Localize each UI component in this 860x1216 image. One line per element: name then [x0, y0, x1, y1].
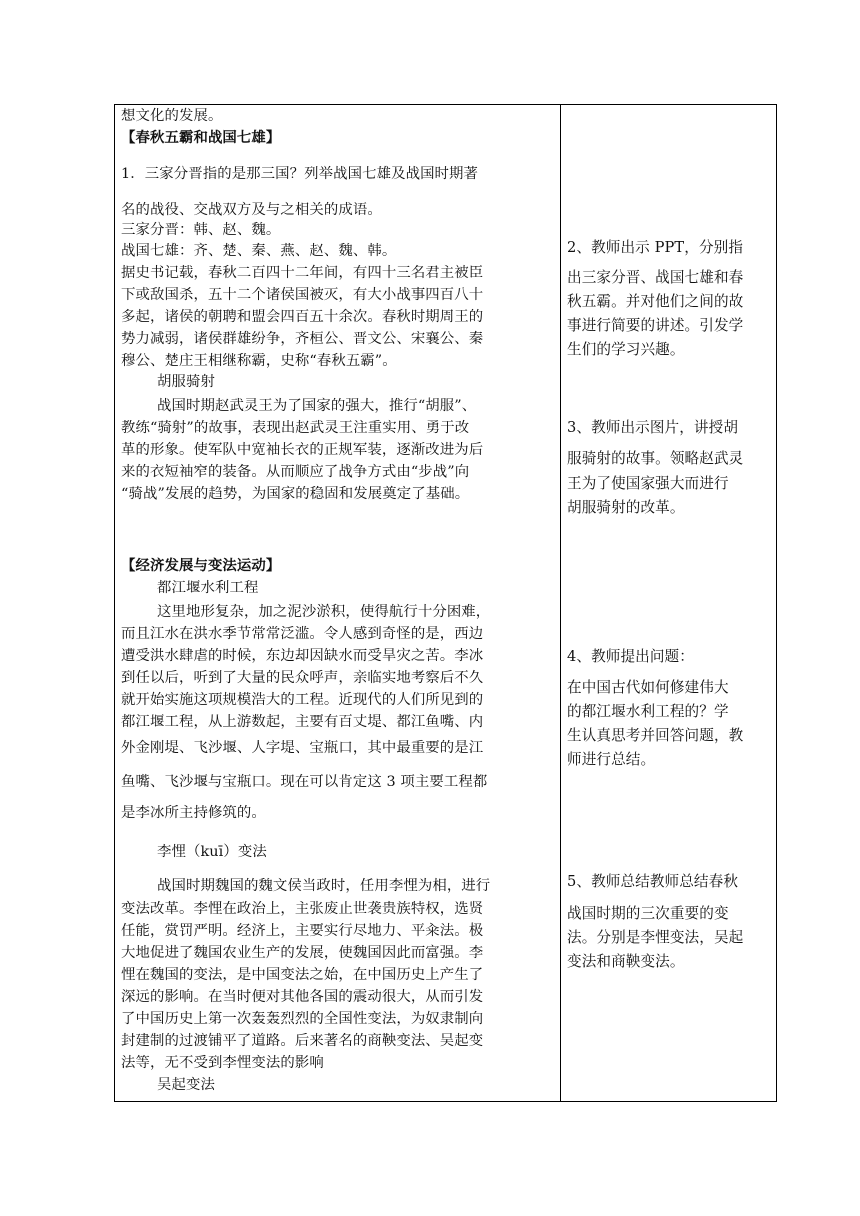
teaching-line: 3、教师出示图片，讲授胡 — [567, 419, 739, 436]
teaching-line: 秋五霸。并对他们之间的故 — [567, 293, 744, 310]
teaching-line: 的都江堰水利工程的？学 — [567, 703, 729, 720]
content-line: 就开始实施这项规模浩大的工程。近现代的人们所见到的 — [121, 692, 484, 708]
content-line: 战国七雄：齐、楚、秦、燕、赵、魏、韩。 — [121, 243, 397, 259]
teaching-line: 生认真思考并回答问题，教 — [567, 727, 744, 744]
content-line: 大地促进了魏国农业生产的发展，使魏国因此而富强。李 — [121, 945, 484, 961]
content-line: 下或敌国杀，五十二个诸侯国被灭，有大小战事四百八十 — [121, 287, 484, 303]
content-line: 外金刚堤、飞沙堰、人字堤、宝瓶口，其中最重要的是江 — [121, 740, 484, 756]
content-line: 这里地形复杂，加之泥沙淤积，使得航行十分困难， — [157, 604, 491, 620]
teaching-line: 事进行简要的讲述。引发学 — [567, 317, 744, 334]
content-line: 法等，无不受到李悝变法的影响 — [121, 1055, 324, 1071]
content-line: 都江堰工程，从上游数起，主要有百丈堤、都江鱼嘴、内 — [121, 714, 484, 730]
content-line: 封建制的过渡铺平了道路。后来著名的商鞅变法、吴起变 — [121, 1033, 484, 1049]
content-line: 1．三家分晋指的是那三国？列举战国七雄及战国时期著 — [121, 166, 479, 182]
teaching-line: 变法和商鞅变法。 — [567, 953, 685, 970]
section-heading: 【春秋五霸和战国七雄】 — [121, 129, 281, 146]
content-line: 名的战役、交战双方及与之相关的成语。 — [121, 202, 382, 218]
teaching-line: 胡服骑射的改革。 — [567, 499, 685, 516]
content-line: 悝在魏国的变法，是中国变法之始，在中国历史上产生了 — [121, 967, 484, 983]
content-line: 教练“骑射”的故事，表现出赵武灵王注重实用、勇于改 — [121, 420, 470, 436]
teaching-line: 师进行总结。 — [567, 751, 656, 768]
teaching-line: 王为了使国家强大而进行 — [567, 475, 729, 492]
column-divider — [560, 105, 561, 1101]
content-line: 战国时期魏国的魏文侯当政时，任用李悝为相，进行 — [157, 878, 491, 894]
content-line: 多起，诸侯的朝聘和盟会四百五十余次。春秋时期周王的 — [121, 309, 484, 325]
content-line: “骑战”发展的趋势，为国家的稳固和发展奠定了基础。 — [121, 486, 470, 502]
content-line: 鱼嘴、飞沙堰与宝瓶口。现在可以肯定这 3 项主要工程都 — [121, 774, 488, 790]
teaching-line: 在中国古代如何修建伟大 — [567, 679, 729, 696]
content-line: 任能，赏罚严明。经济上，主要实行尽地力、平籴法。极 — [121, 923, 484, 939]
content-line: 来的衣短袖窄的装备。从而顺应了战争方式由“步战”向 — [121, 464, 470, 480]
content-line: 三家分晋：韩、赵、魏。 — [121, 222, 281, 238]
teaching-line: 服骑射的故事。领略赵武灵 — [567, 450, 744, 467]
content-line: 据史书记载，春秋二百四十二年间，有四十三名君主被臣 — [121, 265, 484, 281]
content-line: 变法改革。李悝在政治上，主张废止世袭贵族特权，选贤 — [121, 901, 484, 917]
content-line: 而且江水在洪水季节常常泛滥。令人感到奇怪的是，西边 — [121, 626, 484, 642]
content-line: 遭受洪水肆虐的时候，东边却因缺水而受旱灾之苦。李冰 — [121, 648, 484, 664]
teaching-line: 生们的学习兴趣。 — [567, 341, 685, 358]
teaching-line: 5、教师总结教师总结春秋 — [567, 873, 739, 890]
subheading: 都江堰水利工程 — [157, 580, 259, 596]
content-line: 革的形象。使军队中宽袖长衣的正规军装，逐渐改进为后 — [121, 442, 484, 458]
subheading: 李悝（kuī）变法 — [157, 844, 267, 860]
content-line: 了中国历史上第一次轰轰烈烈的全国性变法，为奴隶制向 — [121, 1011, 484, 1027]
content-line: 是李冰所主持修筑的。 — [121, 805, 266, 821]
section-heading: 【经济发展与变法运动】 — [121, 557, 281, 574]
teaching-line: 法。分别是李悝变法，吴起 — [567, 929, 744, 946]
content-line: 想文化的发展。 — [121, 108, 223, 124]
content-line: 战国时期赵武灵王为了国家的强大，推行“胡服”、 — [157, 398, 477, 414]
content-line: 势力减弱，诸侯群雄纷争，齐桓公、晋文公、宋襄公、秦 — [121, 331, 484, 347]
content-line: 穆公、楚庄王相继称霸，史称“春秋五霸”。 — [121, 353, 397, 369]
subheading: 吴起变法 — [157, 1077, 215, 1093]
teaching-line: 2、教师出示 PPT，分别指 — [567, 239, 744, 256]
lesson-table — [114, 104, 777, 1102]
content-line: 到任以后，听到了大量的民众呼声，亲临实地考察后不久 — [121, 670, 484, 686]
subheading: 胡服骑射 — [157, 374, 215, 390]
teaching-line: 4、教师提出问题： — [567, 648, 694, 665]
teaching-line: 出三家分晋、战国七雄和春 — [567, 269, 744, 286]
content-line: 深远的影响。在当时便对其他各国的震动很大，从而引发 — [121, 989, 484, 1005]
teaching-line: 战国时期的三次重要的变 — [567, 905, 729, 922]
